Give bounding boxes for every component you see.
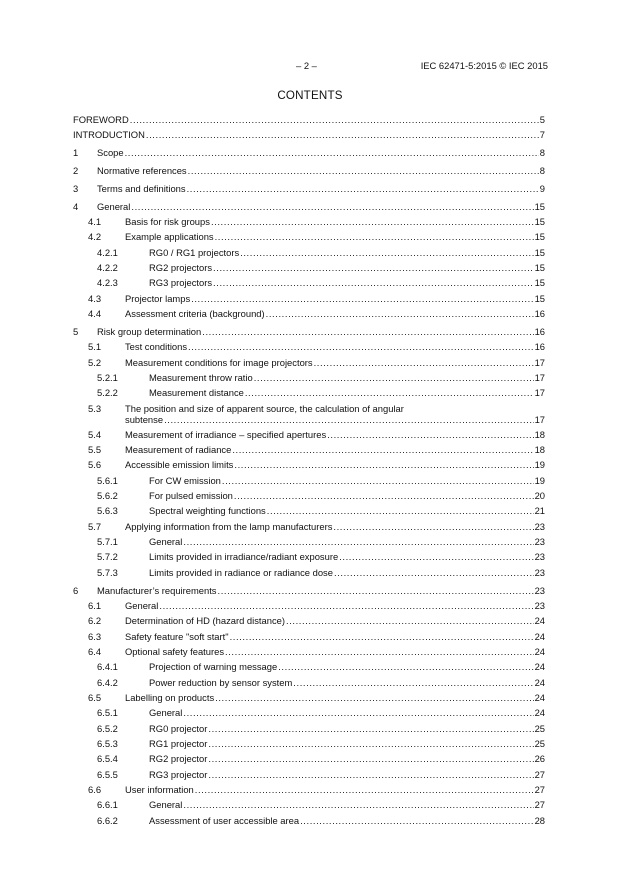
dot-leader <box>191 291 533 306</box>
toc-entry-page: 24 <box>534 676 545 688</box>
toc-entry-title: Spectral weighting functions <box>149 503 267 518</box>
toc-entry-number: 5.7 <box>88 520 102 532</box>
toc-entry[interactable] <box>73 583 545 598</box>
dot-leader <box>195 782 534 797</box>
toc-entry-title: General <box>149 705 183 720</box>
toc-entry-title: Measurement of irradiance – specified apertures <box>125 427 327 442</box>
toc-entry[interactable] <box>73 629 545 644</box>
toc-entry[interactable] <box>73 306 545 321</box>
toc-entry-title: Applying information from the lamp manufacturers <box>125 519 333 534</box>
toc-entry-number: 5.6.3 <box>97 505 118 517</box>
toc-entry[interactable] <box>73 519 545 534</box>
toc-entry-number: 6.5.3 <box>97 738 118 750</box>
dot-leader <box>146 127 539 142</box>
dot-leader <box>222 473 534 488</box>
toc-entry[interactable] <box>73 751 545 766</box>
dot-leader <box>125 145 539 160</box>
dot-leader <box>131 199 533 214</box>
dot-leader <box>164 414 534 425</box>
toc-entry-number: 6.2 <box>88 615 102 627</box>
toc-entry-page: 23 <box>534 536 545 548</box>
dot-leader <box>202 324 533 339</box>
dot-leader <box>188 163 539 178</box>
toc-entry-page: 25 <box>534 722 545 734</box>
dot-leader <box>213 275 534 290</box>
toc-entry-number: 5.7.2 <box>97 551 118 563</box>
toc-entry-number: 5.2 <box>88 356 102 368</box>
toc-entry[interactable] <box>73 260 545 275</box>
dot-leader <box>208 721 533 736</box>
toc-entry-page: 23 <box>534 599 545 611</box>
toc-entry-title: RG2 projector <box>149 751 208 766</box>
toc-entry[interactable] <box>73 291 545 306</box>
toc-entry-title: Scope <box>97 145 125 160</box>
dot-leader <box>183 534 533 549</box>
dot-leader <box>188 339 534 354</box>
toc-entry-title: Test conditions <box>125 339 188 354</box>
toc-entry-number: 4.2.3 <box>97 277 118 289</box>
toc-entry-title: Assessment of user accessible area <box>149 813 300 828</box>
dot-leader <box>245 385 534 400</box>
toc-entry-page: 24 <box>534 692 545 704</box>
toc-entry-title: Measurement of radiance <box>125 442 232 457</box>
toc-entry-title: Example applications <box>125 229 215 244</box>
toc-entry-title: General <box>97 199 131 214</box>
standard-reference: IEC 62471-5:2015 © IEC 2015 <box>420 60 548 71</box>
dot-leader <box>300 813 533 828</box>
contents-title: CONTENTS <box>277 89 343 102</box>
dot-leader <box>213 260 534 275</box>
toc-entry-number: 6.6 <box>88 784 102 796</box>
toc-entry-title: Normative references <box>97 163 188 178</box>
toc-entry[interactable] <box>73 675 545 690</box>
dot-leader <box>208 736 533 751</box>
toc-entry[interactable] <box>73 181 545 196</box>
toc-entry-number: 5.6 <box>88 459 102 471</box>
toc-entry-number: 4.4 <box>88 308 102 320</box>
toc-entry-title: General <box>125 598 159 613</box>
toc-entry[interactable] <box>73 488 545 503</box>
dot-leader <box>234 488 534 503</box>
toc-entry[interactable] <box>73 163 545 178</box>
toc-entry-page: 15 <box>534 246 545 258</box>
toc-entry[interactable] <box>73 401 545 427</box>
dot-leader <box>327 427 533 442</box>
toc-entry-page: 15 <box>534 277 545 289</box>
toc-entry[interactable] <box>73 355 545 370</box>
toc-entry-page: 17 <box>534 356 545 368</box>
dot-leader <box>334 565 534 580</box>
toc-entry-title: RG1 projector <box>149 736 208 751</box>
toc-entry-title: RG0 projector <box>149 721 208 736</box>
toc-entry-page: 24 <box>534 707 545 719</box>
dot-leader <box>211 214 534 229</box>
toc-entry-page: 16 <box>534 341 545 353</box>
toc-entry[interactable] <box>73 736 545 751</box>
toc-entry-page: 23 <box>534 584 545 596</box>
toc-entry-page: 24 <box>534 630 545 642</box>
toc-entry-page: 15 <box>534 292 545 304</box>
toc-entry-number: 5.1 <box>88 341 102 353</box>
toc-entry-page: 17 <box>534 387 545 399</box>
toc-entry-title: For pulsed emission <box>149 488 234 503</box>
toc-entry-number: 6.1 <box>88 599 102 611</box>
toc-entry-number: 5.7.1 <box>97 536 118 548</box>
toc-entry-number: 6.5.1 <box>97 707 118 719</box>
toc-entry[interactable] <box>73 245 545 260</box>
toc-entry-title: Determination of HD (hazard distance) <box>125 613 286 628</box>
dot-leader <box>187 181 539 196</box>
toc-entry[interactable] <box>73 782 545 797</box>
toc-entry-title: Measurement throw ratio <box>149 370 254 385</box>
toc-entry-title: Measurement conditions for image projectors <box>125 355 314 370</box>
toc-entry-number: 5.4 <box>88 428 102 440</box>
toc-entry-number: 5.2.1 <box>97 372 118 383</box>
toc-entry-number: 6.5.4 <box>97 753 118 765</box>
toc-entry[interactable] <box>73 598 545 613</box>
toc-entry[interactable] <box>73 534 545 549</box>
toc-entry[interactable] <box>73 644 545 659</box>
toc-entry[interactable] <box>73 705 545 720</box>
toc-entry-title: Limits provided in irradiance/radiant exposure <box>149 549 339 564</box>
toc-entry-number: 5.2.2 <box>97 387 118 399</box>
toc-entry-number: 5.5 <box>88 444 102 456</box>
toc-entry-page: 15 <box>534 216 545 228</box>
dot-leader <box>230 629 534 644</box>
toc-entry-page: 24 <box>534 661 545 673</box>
toc-entry-title: The position and size of apparent source, the calculation of angular <box>125 402 404 414</box>
toc-entry-page: 25 <box>534 738 545 750</box>
table-of-contents <box>73 112 545 828</box>
toc-entry-page: 21 <box>534 505 545 517</box>
toc-entry-number: 6 <box>73 584 79 596</box>
toc-entry-page: 17 <box>534 413 545 425</box>
toc-entry-page: 19 <box>534 459 545 471</box>
toc-entry-page: 17 <box>534 372 545 383</box>
dot-leader <box>339 549 533 564</box>
toc-entry-page: 18 <box>534 444 545 456</box>
dot-leader <box>183 797 533 812</box>
toc-entry-page: 23 <box>534 551 545 563</box>
toc-entry-title: Projector lamps <box>125 291 191 306</box>
toc-entry-number: 6.4.2 <box>97 676 118 688</box>
toc-entry-number: 4 <box>73 200 79 212</box>
toc-entry-page: 15 <box>534 262 545 274</box>
toc-entry-title: Projection of warning message <box>149 659 278 674</box>
toc-entry-page: 7 <box>539 129 545 141</box>
dot-leader <box>208 767 533 782</box>
dot-leader <box>183 705 533 720</box>
toc-entry-title: FOREWORD <box>73 112 130 127</box>
dot-leader <box>215 229 534 244</box>
toc-entry-number: 4.2 <box>88 231 102 243</box>
toc-entry-page: 20 <box>534 490 545 502</box>
toc-entry[interactable] <box>73 473 545 488</box>
toc-entry-page: 8 <box>539 165 545 177</box>
dot-leader <box>234 457 533 472</box>
toc-entry-title: Manufacturer’s requirements <box>97 583 218 598</box>
dot-leader <box>254 370 534 385</box>
toc-entry[interactable] <box>73 659 545 674</box>
toc-entry-title: RG3 projectors <box>149 275 213 290</box>
toc-entry[interactable] <box>73 324 545 339</box>
toc-entry-title: Optional safety features <box>125 644 225 659</box>
toc-entry[interactable] <box>73 797 545 812</box>
toc-entry-page: 16 <box>534 325 545 337</box>
dot-leader <box>218 583 534 598</box>
toc-entry-title: INTRODUCTION <box>73 127 146 142</box>
toc-entry[interactable] <box>73 767 545 782</box>
toc-entry-number: 6.6.2 <box>97 814 118 826</box>
dot-leader <box>267 503 534 518</box>
toc-entry-number: 3 <box>73 182 79 194</box>
toc-entry-page: 27 <box>534 784 545 796</box>
toc-entry-title: Risk group determination <box>97 324 202 339</box>
toc-entry-page: 15 <box>534 231 545 243</box>
toc-entry-title: Assessment criteria (background) <box>125 306 266 321</box>
dot-leader <box>278 659 533 674</box>
toc-entry[interactable] <box>73 370 545 385</box>
dot-leader <box>130 112 539 127</box>
dot-leader <box>240 245 533 260</box>
toc-entry-page: 27 <box>534 799 545 811</box>
dot-leader <box>286 613 534 628</box>
dot-leader <box>208 751 533 766</box>
toc-entry-page: 24 <box>534 646 545 657</box>
toc-entry[interactable] <box>73 565 545 580</box>
toc-entry-title: Measurement distance <box>149 385 245 400</box>
toc-entry-title: For CW emission <box>149 473 222 488</box>
dot-leader <box>293 675 533 690</box>
toc-entry[interactable] <box>73 442 545 457</box>
toc-entry[interactable] <box>73 427 545 442</box>
toc-entry-number: 5.3 <box>88 402 102 414</box>
toc-entry-number: 1 <box>73 147 79 159</box>
toc-entry-number: 6.6.1 <box>97 799 118 811</box>
toc-entry-title: Basis for risk groups <box>125 214 211 229</box>
page-header <box>0 60 620 74</box>
toc-entry[interactable] <box>73 112 545 127</box>
toc-entry-number: 4.2.1 <box>97 246 118 258</box>
toc-entry[interactable] <box>73 813 545 828</box>
dot-leader <box>314 355 534 370</box>
toc-entry[interactable] <box>73 127 545 142</box>
toc-entry-page: 23 <box>534 520 545 532</box>
toc-entry-number: 5.6.2 <box>97 490 118 502</box>
toc-entry-title: RG3 projector <box>149 767 208 782</box>
toc-entry-title-continued: subtense <box>125 413 164 425</box>
toc-entry[interactable] <box>73 214 545 229</box>
toc-entry-number: 6.5.2 <box>97 722 118 734</box>
dot-leader <box>232 442 533 457</box>
toc-entry-page: 24 <box>534 615 545 627</box>
toc-entry-page: 16 <box>534 308 545 320</box>
toc-entry-page: 9 <box>539 182 545 194</box>
toc-entry-number: 6.4.1 <box>97 661 118 673</box>
toc-entry-number: 4.1 <box>88 216 102 228</box>
toc-entry[interactable] <box>73 721 545 736</box>
toc-entry[interactable] <box>73 457 545 472</box>
toc-entry-title: RG0 / RG1 projectors <box>149 245 240 260</box>
toc-entry[interactable] <box>73 549 545 564</box>
toc-entry[interactable] <box>73 690 545 705</box>
toc-entry-title: General <box>149 797 183 812</box>
toc-entry-page: 27 <box>534 768 545 780</box>
toc-entry-page: 15 <box>534 200 545 212</box>
toc-entry-number: 6.3 <box>88 630 102 642</box>
toc-entry[interactable] <box>73 339 545 354</box>
dot-leader <box>159 598 533 613</box>
toc-entry-title: Labelling on products <box>125 690 215 705</box>
toc-entry-title: Power reduction by sensor system <box>149 675 293 690</box>
toc-entry-title: Safety feature "soft start" <box>125 629 230 644</box>
dot-leader <box>225 644 534 659</box>
toc-entry[interactable] <box>73 145 545 160</box>
toc-entry-title: General <box>149 534 183 549</box>
dot-leader <box>333 519 533 534</box>
toc-entry[interactable] <box>73 229 545 244</box>
toc-entry-page: 18 <box>534 428 545 440</box>
toc-entry-number: 2 <box>73 165 79 177</box>
toc-entry-page: 28 <box>534 814 545 826</box>
toc-entry-number: 5.6.1 <box>97 474 118 486</box>
toc-entry-number: 6.5 <box>88 692 102 704</box>
page-number: – 2 – <box>296 60 317 71</box>
toc-entry-number: 5.7.3 <box>97 566 118 578</box>
toc-entry-page: 19 <box>534 474 545 486</box>
toc-entry-title: Terms and definitions <box>97 181 187 196</box>
toc-entry-number: 5 <box>73 325 79 337</box>
toc-entry[interactable] <box>73 613 545 628</box>
toc-entry[interactable] <box>73 503 545 518</box>
toc-entry-page: 5 <box>539 114 545 125</box>
toc-entry-number: 6.4 <box>88 646 102 657</box>
toc-entry[interactable] <box>73 199 545 214</box>
toc-entry-number: 6.5.5 <box>97 768 118 780</box>
toc-entry[interactable] <box>73 275 545 290</box>
toc-entry-page: 8 <box>539 147 545 159</box>
toc-entry-title: Accessible emission limits <box>125 457 234 472</box>
dot-leader <box>266 306 534 321</box>
toc-entry-page: 23 <box>534 566 545 578</box>
toc-entry-title: Limits provided in radiance or radiance dose <box>149 565 334 580</box>
toc-entry-page: 26 <box>534 753 545 765</box>
dot-leader <box>215 690 533 705</box>
toc-entry-number: 4.2.2 <box>97 262 118 274</box>
toc-entry-number: 4.3 <box>88 292 102 304</box>
toc-entry-title: RG2 projectors <box>149 260 213 275</box>
toc-entry-title: User information <box>125 782 195 797</box>
toc-entry[interactable] <box>73 385 545 400</box>
